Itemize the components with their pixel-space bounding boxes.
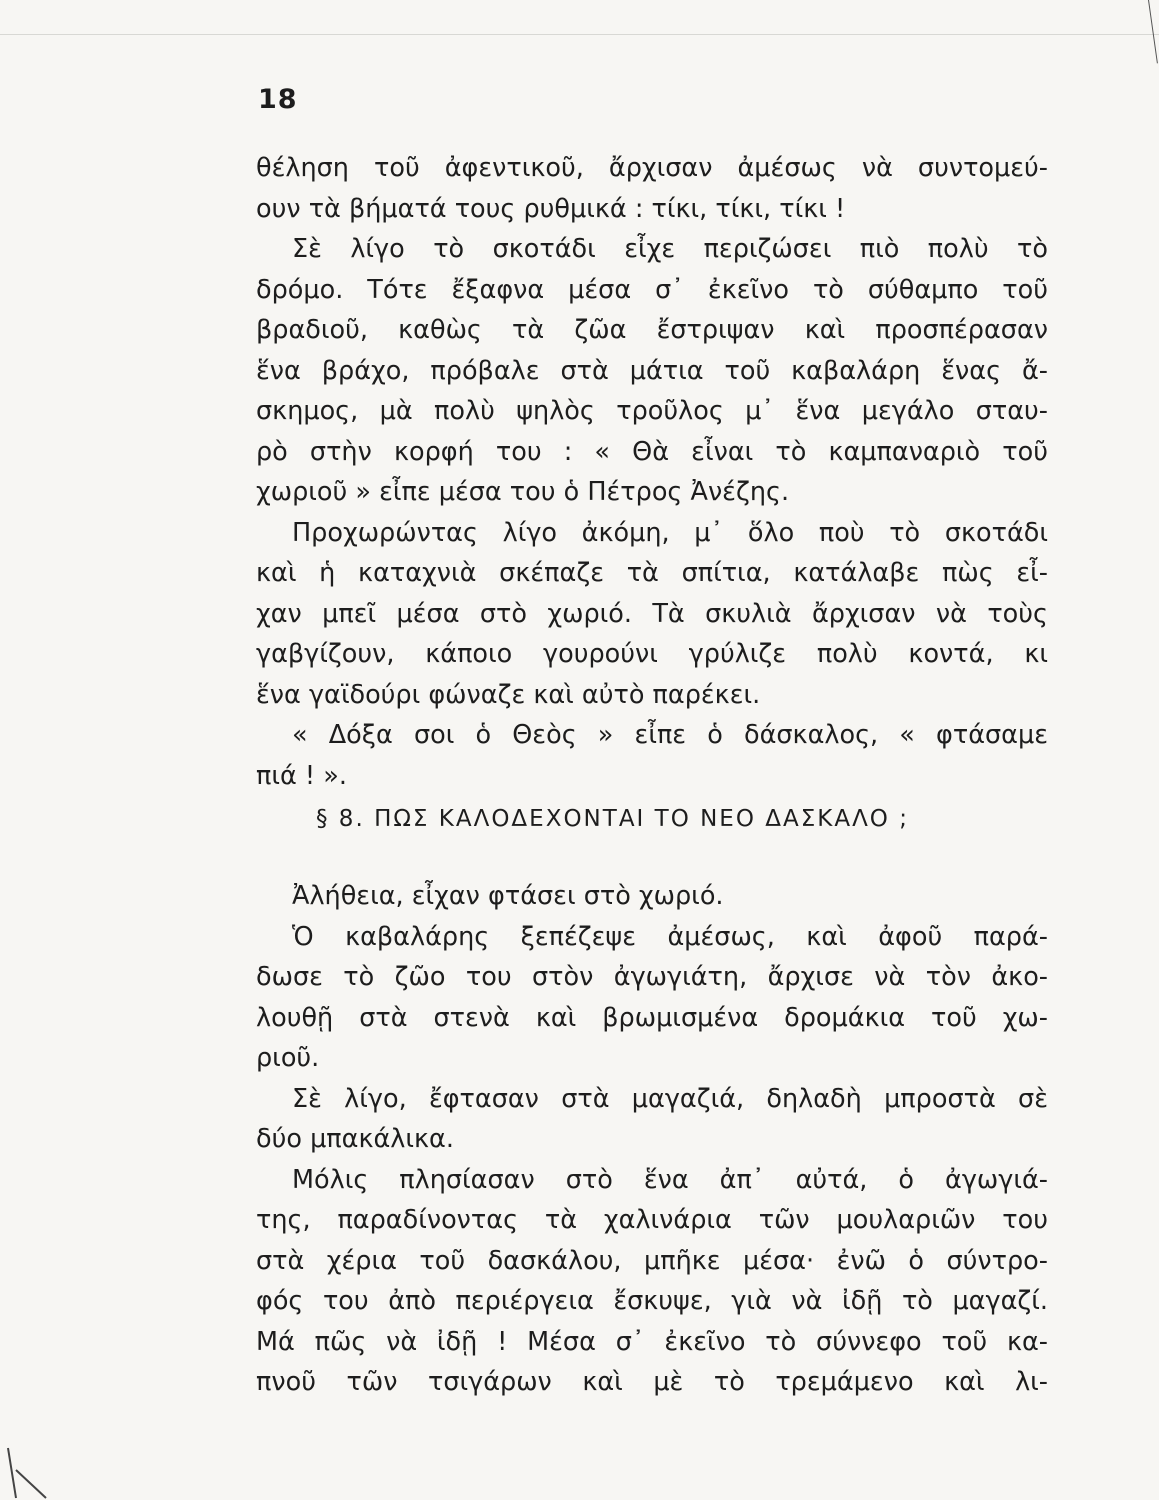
text-line: δωσε τὸ ζῶο του στὸν ἀγωγιάτη, ἄρχισε νὰ τὸν ἀκο- [256, 962, 1048, 992]
section-heading: § 8. ΠΩΣ ΚΑΛΟΔΕΧΟΝΤΑΙ ΤΟ ΝΕΟ ΔΑΣΚΑΛΟ ; [316, 806, 909, 832]
paragraph [256, 1079, 1048, 1160]
text-line: Ἀλήθεια, εἶχαν φτάσει στὸ χωριό. [292, 881, 724, 911]
text-line: Μόλις πλησίασαν στὸ ἕνα ἀπ᾽ αὐτά, ὁ ἀγωγιά- [292, 1164, 1048, 1195]
paragraph [256, 148, 1048, 229]
text-line: λουθῇ στὰ στενὰ καὶ βρωμισμένα δρομάκια τοῦ χω- [256, 1002, 1048, 1033]
scan-corner-mark [6, 1440, 66, 1500]
text-line: δύο μπακάλικα. [256, 1124, 454, 1154]
text-line: ριοῦ. [256, 1043, 320, 1073]
text-line: γαβγίζουν, κάποιο γουρούνι γρύλιζε πολὺ κοντά, κι [256, 639, 1048, 669]
text-line: Σὲ λίγο τὸ σκοτάδι εἶχε περιζώσει πιὸ πολὺ τὸ [292, 234, 1048, 264]
text-line: Προχωρώντας λίγο ἀκόμη, μ᾽ ὅλο ποὺ τὸ σκοτάδι [292, 517, 1048, 548]
text-line: της, παραδίνοντας τὰ χαλινάρια τῶν μουλαριῶν του [256, 1205, 1048, 1235]
paragraph [256, 715, 1048, 796]
page-number: 18 [258, 84, 298, 115]
text-line: θέληση τοῦ ἀφεντικοῦ, ἄρχισαν ἀμέσως νὰ συντομεύ- [256, 153, 1048, 183]
text-line: ἕνα βράχο, πρόβαλε στὰ μάτια τοῦ καβαλάρη ἕνας ἄ- [256, 355, 1048, 386]
text-block-after-heading [256, 876, 1048, 1403]
text-line: βραδιοῦ, καθὼς τὰ ζῶα ἔστριψαν καὶ προσπέρασαν [256, 315, 1048, 345]
text-line: Ὁ καβαλάρης ξεπέζεψε ἀμέσως, καὶ ἀφοῦ παρά- [292, 921, 1048, 952]
text-block-before-heading [256, 148, 1048, 796]
text-line: πνοῦ τῶν τσιγάρων καὶ μὲ τὸ τρεμάμενο καὶ λι- [256, 1367, 1048, 1397]
text-line: ουν τὰ βήματά τους ρυθμικά : τίκι, τίκι, τίκι ! [256, 193, 846, 224]
text-line: χωριοῦ » εἶπε μέσα του ὁ Πέτρος Ἀνέζης. [256, 477, 790, 507]
text-line: φός του ἀπὸ περιέργεια ἔσκυψε, γιὰ νὰ ἰδῇ τὸ μαγαζί. [256, 1286, 1048, 1316]
text-line: Μά πῶς νὰ ἰδῇ ! Μέσα σ᾽ ἐκεῖνο τὸ σύννεφο τοῦ κα- [256, 1326, 1048, 1357]
text-line: σκημος, μὰ πολὺ ψηλὸς τροῦλος μ᾽ ἕνα μεγάλο σταυ- [256, 396, 1048, 426]
scan-edge-right [1148, 0, 1158, 63]
paragraph [256, 229, 1048, 513]
text-line: Σὲ λίγο, ἔφτασαν στὰ μαγαζιά, δηλαδὴ μπροστὰ σὲ [292, 1083, 1048, 1114]
paragraph [256, 1160, 1048, 1403]
text-line: ἕνα γαϊδούρι φώναζε καὶ αὐτὸ παρέκει. [256, 679, 761, 710]
scan-edge-top [0, 34, 1159, 35]
paragraph [256, 876, 1048, 917]
text-line: ρὸ στὴν κορφή του : « Θὰ εἶναι τὸ καμπαναριὸ τοῦ [256, 436, 1048, 467]
paragraph [256, 917, 1048, 1079]
text-line: στὰ χέρια τοῦ δασκάλου, μπῆκε μέσα· ἐνῶ ὁ σύντρο- [256, 1245, 1048, 1276]
text-line: « Δόξα σοι ὁ Θεὸς » εἶπε ὁ δάσκαλος, « φτάσαμε [292, 720, 1048, 750]
text-line: δρόμο. Τότε ἔξαφνα μέσα σ᾽ ἐκεῖνο τὸ σύθαμπο τοῦ [256, 274, 1048, 305]
text-line: χαν μπεῖ μέσα στὸ χωριό. Τὰ σκυλιὰ ἄρχισαν νὰ τοὺς [256, 598, 1048, 629]
paragraph [256, 513, 1048, 716]
text-line: καὶ ἡ καταχνιὰ σκέπαζε τὰ σπίτια, κατάλαβε πὼς εἶ- [256, 558, 1048, 588]
text-line: πιά ! ». [256, 760, 347, 791]
